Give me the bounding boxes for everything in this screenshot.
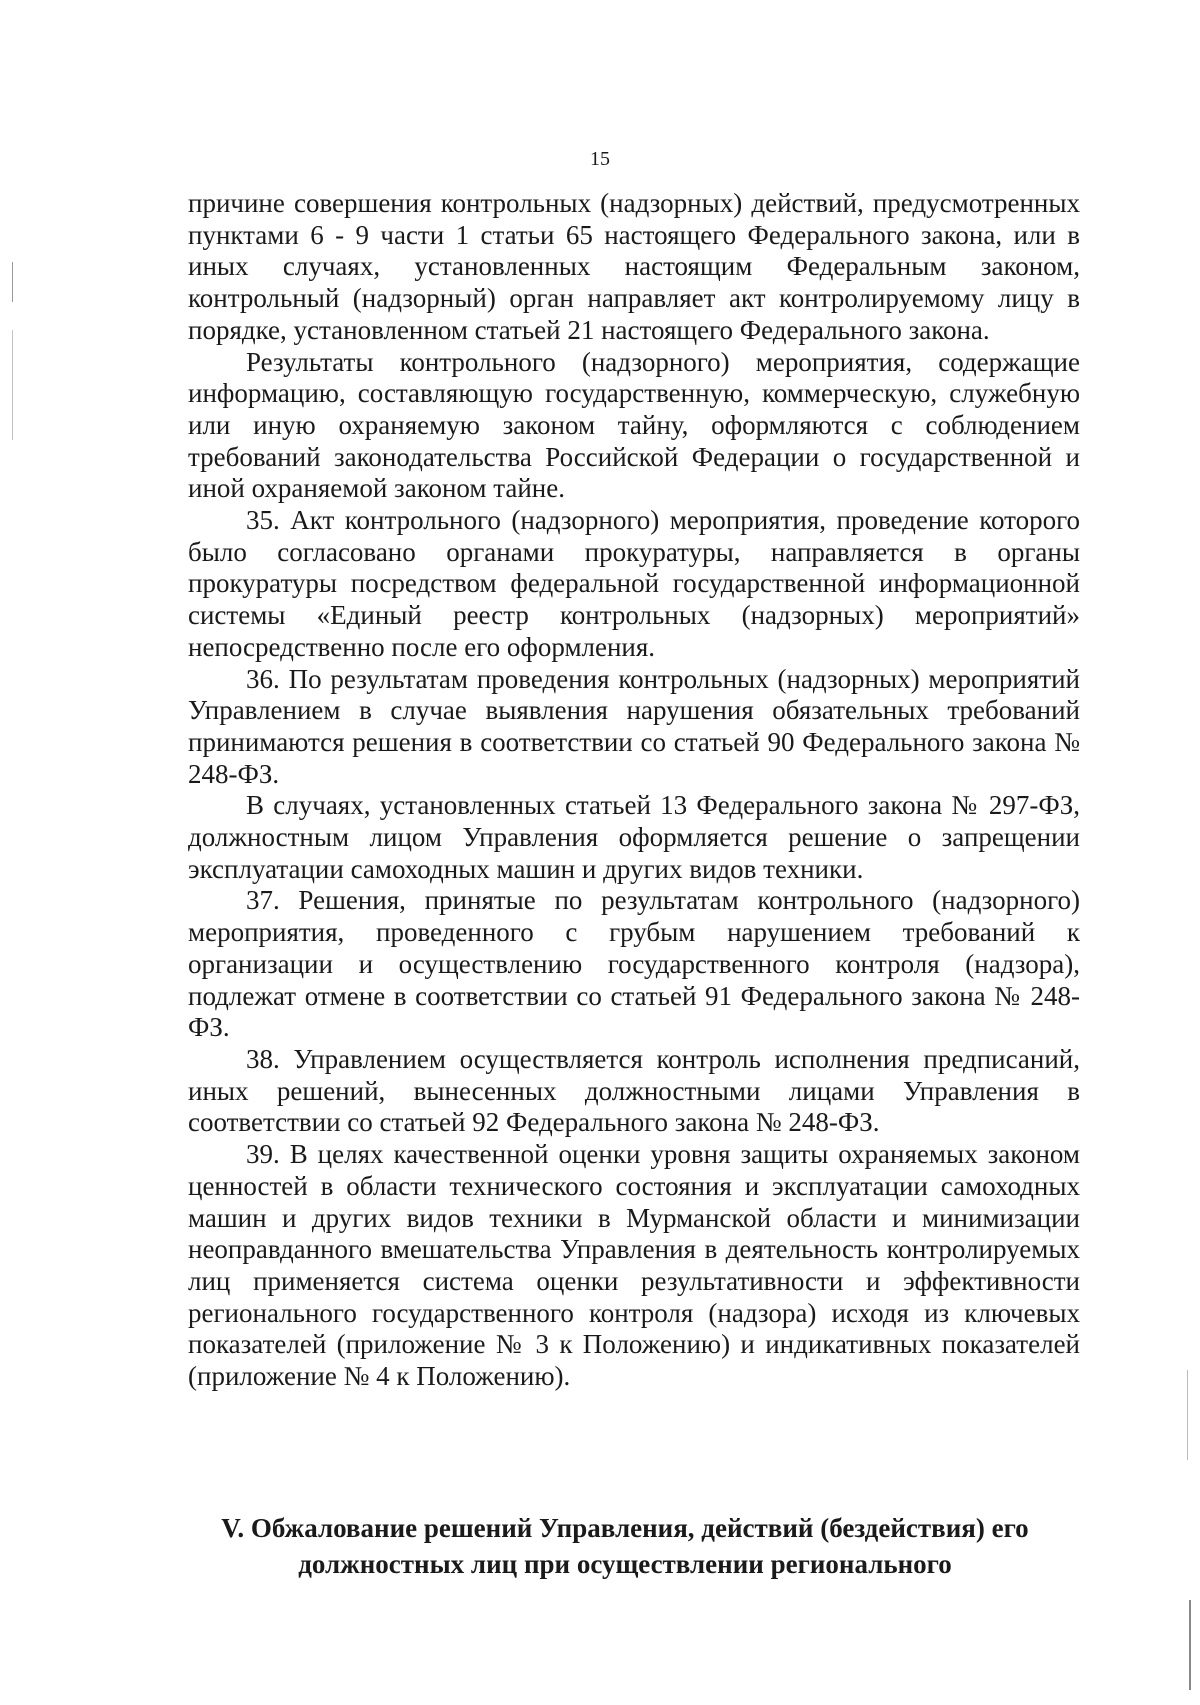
paragraph-35: 35. Акт контрольного (надзорного) мероприятия, проведение которого было согласовано органами прокуратуры, направляется в органы прокуратуры посредством федеральной государственной информационной системы «Единый реестр контрольных (надзорных) мероприятий» непосредственно после его оформления. xyxy=(188,505,1080,662)
paragraph-37: 37. Решения, принятые по результатам контрольного (надзорного) мероприятия, проведенного с грубым нарушением требований к организации и осуществлению государственного контроля (надзора), подлежат отмене в соответствии со статьей 91 Федерального закона № 248-ФЗ. xyxy=(188,885,1080,1043)
scan-mark-left-lower xyxy=(12,330,13,440)
scan-mark-right-lower xyxy=(1189,1600,1191,1690)
paragraph-continuation: причине совершения контрольных (надзорных) действий, предусмотренных пунктами 6 - 9 части 1 статьи 65 настоящего Федерального закона, или в иных случаях, установленных настоящим Федеральным законом, контрольный (надзорный) орган направляет акт контролируемому лицу в порядке, установленном статьей 21 настоящего Федерального закона. xyxy=(188,188,1080,345)
paragraph-results-secrecy: Результаты контрольного (надзорного) мероприятия, содержащие информацию, составляющую государственную, коммерческую, служебную или иную охраняемую законом тайну, оформляются с соблюдением требований законодательства Российской Федерации о государственной и иной охраняемой законом тайне. xyxy=(188,346,1080,504)
scan-mark-left xyxy=(12,262,13,302)
paragraph-297-fz: В случаях, установленных статьей 13 Федерального закона № 297-ФЗ, должностным лицом Управления оформляется решение о запрещении эксплуатации самоходных машин и других видов техники. xyxy=(188,790,1080,884)
paragraph-36: 36. По результатам проведения контрольных (надзорных) мероприятий Управлением в случае выявления нарушения обязательных требований принимаются решения в соответствии со статьей 90 Федерального закона № 248-ФЗ. xyxy=(188,663,1080,789)
section-heading: V. Обжалование решений Управления, действий (бездействия) его должностных лиц при осуществлении регионального xyxy=(221,1513,1029,1579)
paragraph-39: 39. В целях качественной оценки уровня защиты охраняемых законом ценностей в области технического состояния и эксплуатации самоходных машин и других видов техники в Мурманской области и минимизации неоправданного вмешательства Управления в деятельность контролируемых лиц применяется система оценки результативности и эффективности регионального государственного контроля (надзора) исходя из ключевых показателей (приложение № 3 к Положению) и индикативных показателей (приложение № 4 к Положению). xyxy=(188,1139,1080,1392)
paragraph-38: 38. Управлением осуществляется контроль исполнения предписаний, иных решений, вынесенных должностными лицами Управления в соответствии со статьей 92 Федерального закона № 248-ФЗ. xyxy=(188,1043,1080,1138)
page-number: 15 xyxy=(590,148,610,170)
scan-mark-right xyxy=(1187,1370,1188,1460)
document-body xyxy=(188,188,1080,1393)
